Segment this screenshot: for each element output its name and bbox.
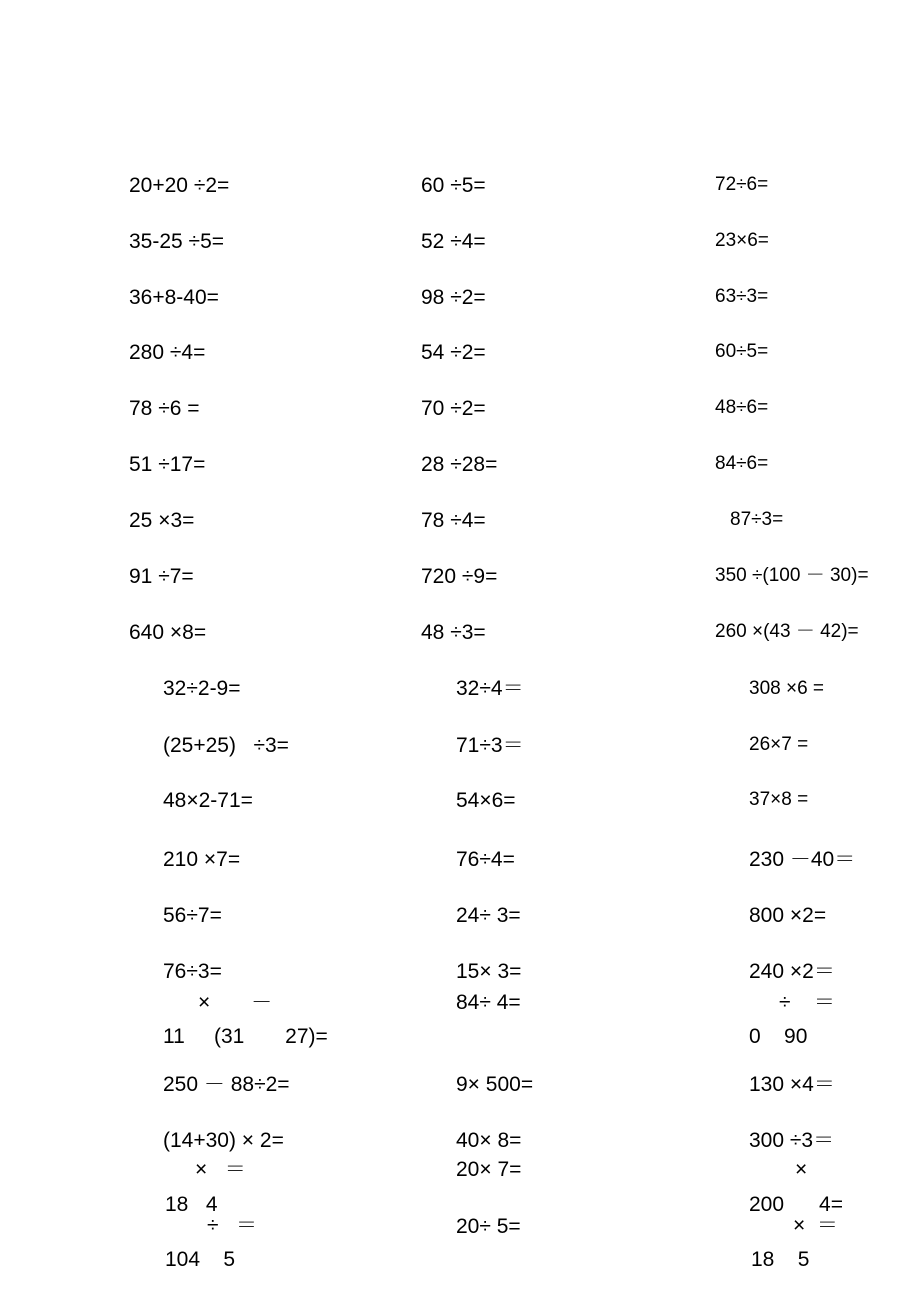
- problem-text: 54 ÷2=: [421, 341, 486, 364]
- problem-text: 37×8 =: [749, 789, 809, 810]
- problem-text: 84÷ 4=: [456, 991, 521, 1014]
- problem-text: 720 ÷9=: [421, 565, 498, 588]
- problem-text: 25 ×3=: [129, 509, 195, 532]
- problem-text: 71÷3＝: [456, 734, 524, 757]
- problem-text: 48÷6=: [715, 397, 769, 418]
- problem-text: 32÷4＝: [456, 677, 524, 700]
- problem-text: 87÷3=: [730, 509, 784, 530]
- problem-text: 0 90: [749, 1025, 808, 1048]
- problem-text: × ＝: [195, 1158, 246, 1181]
- problem-text: 640 ×8=: [129, 621, 207, 644]
- problem-text: 280 ÷4=: [129, 341, 206, 364]
- problem-text: 200 4=: [749, 1193, 843, 1216]
- problem-text: 40× 8=: [456, 1129, 522, 1152]
- problem-text: 32÷2-9=: [163, 677, 241, 700]
- problem-text: 78 ÷4=: [421, 509, 486, 532]
- problem-text: 130 ×4＝: [749, 1073, 835, 1096]
- problem-text: 70 ÷2=: [421, 397, 486, 420]
- problem-text: 78 ÷6 =: [129, 397, 200, 420]
- problem-text: 52 ÷4=: [421, 230, 486, 253]
- problem-text: 800 ×2=: [749, 904, 827, 927]
- problem-text: 98 ÷2=: [421, 286, 486, 309]
- problem-text: 51 ÷17=: [129, 453, 206, 476]
- problem-text: 76÷4=: [456, 848, 515, 871]
- problem-text: 23×6=: [715, 230, 769, 251]
- problem-text: (14+30) × 2=: [163, 1129, 284, 1152]
- problem-text: 91 ÷7=: [129, 565, 194, 588]
- problem-text: 84÷6=: [715, 453, 769, 474]
- problem-text: 300 ÷3＝: [749, 1129, 835, 1152]
- problem-text: 35-25 ÷5=: [129, 230, 225, 253]
- problem-text: 72÷6=: [715, 174, 769, 195]
- problem-text: 63÷3=: [715, 286, 769, 307]
- problem-text: 18 5: [751, 1248, 810, 1271]
- problem-text: 11 (31 27)=: [163, 1025, 328, 1048]
- problem-text: 350 ÷(100 － 30)=: [715, 565, 869, 586]
- problem-text: 9× 500=: [456, 1073, 534, 1096]
- problem-text: 24÷ 3=: [456, 904, 521, 927]
- problem-text: ÷ ＝: [207, 1214, 258, 1237]
- problem-text: 36+8-40=: [129, 286, 219, 309]
- problem-text: 15× 3=: [456, 960, 522, 983]
- problem-text: 48×2-71=: [163, 789, 253, 812]
- problem-text: 76÷3=: [163, 960, 222, 983]
- problem-text: 60÷5=: [715, 341, 769, 362]
- problem-text: 250 － 88÷2=: [163, 1073, 290, 1096]
- problem-text: 210 ×7=: [163, 848, 241, 871]
- problem-text: 260 ×(43 － 42)=: [715, 621, 859, 642]
- problem-text: 104 5: [165, 1248, 236, 1271]
- problem-text: 18 4: [165, 1193, 218, 1216]
- problem-text: 28 ÷28=: [421, 453, 498, 476]
- problem-text: 26×7 =: [749, 734, 809, 755]
- problem-text: 240 ×2＝: [749, 960, 835, 983]
- problem-text: × ＝: [793, 1214, 838, 1237]
- problem-text: 20÷ 5=: [456, 1215, 521, 1238]
- problem-text: 20+20 ÷2=: [129, 174, 230, 197]
- problem-text: 308 ×6 =: [749, 678, 825, 699]
- problem-text: 20× 7=: [456, 1158, 522, 1181]
- problem-text: 60 ÷5=: [421, 174, 486, 197]
- problem-text: ÷ ＝: [779, 991, 835, 1014]
- problem-text: 48 ÷3=: [421, 621, 486, 644]
- problem-text: (25+25) ÷3=: [163, 734, 289, 757]
- problem-text: × －: [198, 991, 273, 1014]
- problem-text: 54×6=: [456, 789, 516, 812]
- problem-text: 56÷7=: [163, 904, 222, 927]
- problem-text: ×: [795, 1158, 808, 1181]
- problem-text: 230 －40＝: [749, 848, 856, 871]
